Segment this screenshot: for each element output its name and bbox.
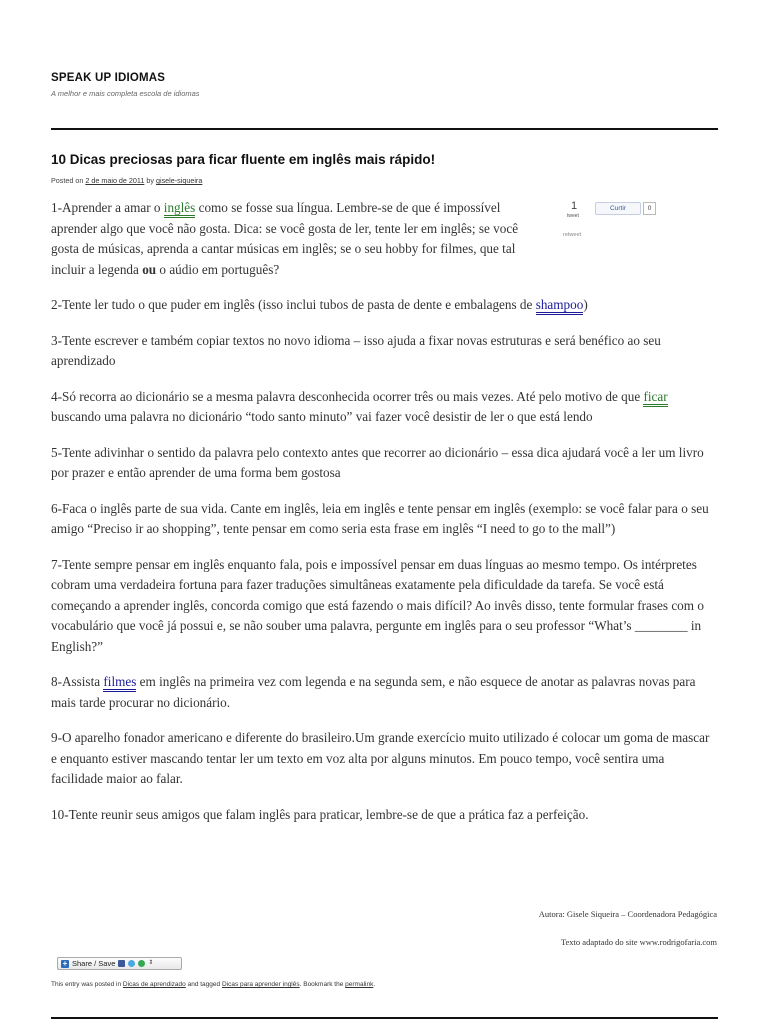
paragraph-6: 6-Faca o inglês parte de sua vida. Cante em inglês, leia em inglês e tente pensar em inglês (exemplo: se você falar para o seu amigo “Preciso ir ao shopping”, tente pensar em como seria esta frase em inglês “I need to go to the mall”)	[51, 500, 709, 536]
paragraph-10: 10-Tente reunir seus amigos que falam inglês para praticar, lembre-se de que a prática faz a perfeição.	[51, 806, 589, 822]
tag-link[interactable]: Dicas para aprender inglês	[221, 981, 300, 988]
site-header	[51, 72, 721, 99]
text: buscando uma palavra no dicionário “todo santo minuto” vai fazer você desistir de ler o que está lendo	[51, 409, 593, 424]
bottom-divider	[51, 1017, 718, 1019]
link-filmes[interactable]: filmes	[103, 674, 136, 692]
entry-footer	[51, 981, 375, 988]
post-meta	[51, 176, 202, 185]
text: o aúdio em português?	[156, 261, 280, 277]
text: 4-Só recorra ao dicionário se a mesma palavra desconhecida ocorrer três ou mais vezes. Até pelo motivo de que	[51, 388, 644, 404]
tweet-button[interactable]: tweet	[567, 213, 579, 219]
text: )	[583, 297, 588, 312]
paragraph-3: 3-Tente escrever e também copiar textos no novo idioma – isso ajuda a fixar novas estruturas e será benéfico ao seu aprendizado	[51, 332, 661, 368]
bold-ou: ou	[142, 261, 157, 277]
link-shampoo[interactable]: shampoo	[536, 297, 584, 315]
text: 1-Aprender a amar o	[51, 200, 164, 215]
share-save-button[interactable]	[57, 957, 182, 970]
text: .	[373, 981, 376, 988]
site-title[interactable]: SPEAK UP IDIOMAS	[51, 72, 166, 84]
tweet-count: 1	[571, 200, 578, 212]
top-divider	[51, 128, 718, 130]
like-count: 0	[643, 202, 656, 215]
paragraph-5: 5-Tente adivinhar o sentido da palavra pelo contexto antes que recorrer ao dicionário – essa dica ajudará você a ler um livro por prazer e então aprender de uma forma bem gostosa	[51, 444, 704, 480]
link-ingles[interactable]: inglês	[164, 200, 196, 218]
credits	[539, 900, 717, 956]
meta-by: by	[144, 176, 156, 185]
paragraph-1	[51, 198, 543, 280]
text: . Bookmark the	[299, 981, 346, 988]
twitter-icon	[128, 960, 135, 967]
permalink-link[interactable]: permalink	[345, 981, 374, 988]
link-ficar[interactable]: ficar	[643, 389, 667, 407]
post-content	[51, 198, 718, 840]
google-icon	[138, 960, 145, 967]
credit-source: Texto adaptado do site www.rodrigofaria.com	[560, 937, 717, 947]
text: This entry was posted in	[51, 981, 123, 988]
text: como se fosse sua língua. Lembre-se de que é impossível aprender algo que você não gosta. Dica: se você gosta de ler, tente ler em inglês; se você gosta de músicas, aprenda a cantar músicas em inglês; se o seu hobby for filmes, que tal incluir a legenda	[51, 200, 519, 277]
site-tagline: A melhor e mais completa escola de idiomas	[51, 89, 200, 98]
dropdown-caret-icon: ⇕	[148, 960, 154, 966]
post-author-link[interactable]: gisele-siqueira	[155, 176, 203, 185]
paragraph-4	[51, 387, 718, 428]
paragraph-8	[51, 672, 718, 713]
text: 2-Tente ler tudo o que puder em inglês (isso inclui tubos de pasta de dente e embalagens de	[51, 297, 536, 312]
facebook-icon	[118, 960, 125, 967]
retweet-button[interactable]: retweet	[563, 232, 582, 238]
text: 8-Assista	[51, 674, 104, 689]
credit-author: Autora: Gisele Siqueira – Coordenadora Pedagógica	[538, 909, 717, 919]
text: em inglês na primeira vez com legenda e na segunda sem, e não esquece de anotar as palavras novas para mais tarde procurar no dicionário.	[51, 674, 696, 710]
paragraph-7: 7-Tente sempre pensar em inglês enquanto fala, pois e impossível pensar em duas línguas ao mesmo tempo. Os intérpretes cobram uma verdadeira fortuna para fazer traduções simultâneas exatamente pela dificuldade da tarefa. Se você está começando a aprender inglês, concorda comigo que está fazendo o mais difícil? Ao invês disso, tente formular frases com o vocabulário que você já possui e, se não souber uma palavra, pergunte em inglês para o seu professor “What’s ________ in English?”	[51, 556, 704, 654]
share-label: Share / Save	[72, 959, 116, 968]
post-date-link[interactable]: 2 de maio de 2011	[85, 176, 145, 185]
plus-icon: +	[62, 958, 68, 968]
paragraph-2	[51, 295, 718, 316]
post-title[interactable]: 10 Dicas preciosas para ficar fluente em inglês mais rápido!	[51, 152, 436, 167]
meta-posted-on: Posted on	[51, 176, 86, 185]
category-link[interactable]: Dicas de aprendizado	[122, 981, 186, 988]
paragraph-9: 9-O aparelho fonador americano e diferente do brasileiro.Um grande exercício muito utilizado é colocar um goma de mascar e enquanto estiver mascando tentar ler um texto em voz alta por alguns minutos. Em pouco tempo, você sentira uma facilidade maior ao falar.	[51, 730, 710, 786]
like-button[interactable]: Curtir	[595, 202, 641, 215]
text: and tagged	[185, 981, 222, 988]
